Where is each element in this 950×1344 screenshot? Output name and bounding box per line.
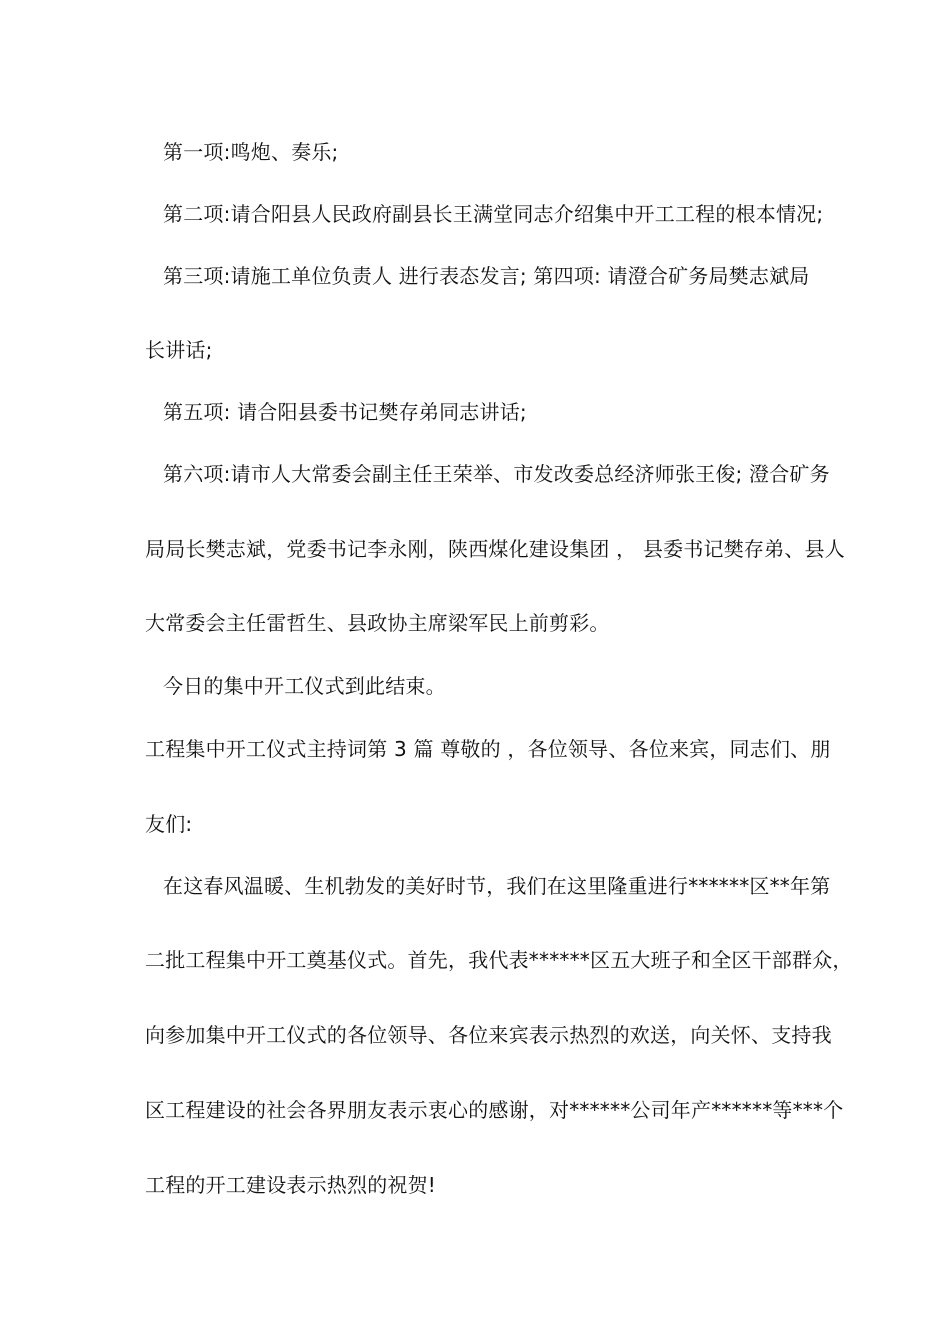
text-line-12: 在这春风温暖、生机勃发的美好时节，我们在这里隆重进行******区**年第 (163, 874, 831, 898)
text-line-3: 第三项:请施工单位负责人 进行表态发言; 第四项: 请澄合矿务局樊志斌局 (163, 264, 810, 288)
text-line-13: 二批工程集中开工奠基仪式。首先，我代表******区五大班子和全区干部群众， (145, 948, 853, 972)
text-line-10: 工程集中开工仪式主持词第 3 篇 尊敬的 ，各位领导、各位来宾，同志们、朋 (145, 737, 831, 761)
text-line-8: 大常委会主任雷哲生、县政协主席梁军民上前剪彩。 (145, 611, 610, 635)
text-line-7: 局局长樊志斌，党委书记李永刚，陕西煤化建设集团 ， 县委书记樊存弟、县人 (145, 537, 845, 561)
text-line-1: 第一项:鸣炮、奏乐; (163, 140, 339, 164)
text-line-9: 今日的集中开工仪式到此结束。 (163, 674, 446, 698)
text-line-11: 友们: (145, 812, 193, 836)
text-line-14: 向参加集中开工仪式的各位领导、各位来宾表示热烈的欢送，向关怀、支持我 (145, 1023, 832, 1047)
text-line-4: 长讲话; (145, 338, 213, 362)
text-line-15: 区工程建设的社会各界朋友表示衷心的感谢，对******公司年产******等***个 (145, 1098, 844, 1122)
text-line-6: 第六项:请市人大常委会副主任王荣举、市发改委总经济师张王俊; 澄合矿务 (163, 462, 830, 486)
text-line-5: 第五项: 请合阳县委书记樊存弟同志讲话; (163, 400, 527, 424)
text-line-2: 第二项:请合阳县人民政府副县长王满堂同志介绍集中开工工程的根本情况; (163, 202, 824, 226)
text-line-16: 工程的开工建设表示热烈的祝贺! (145, 1173, 437, 1197)
